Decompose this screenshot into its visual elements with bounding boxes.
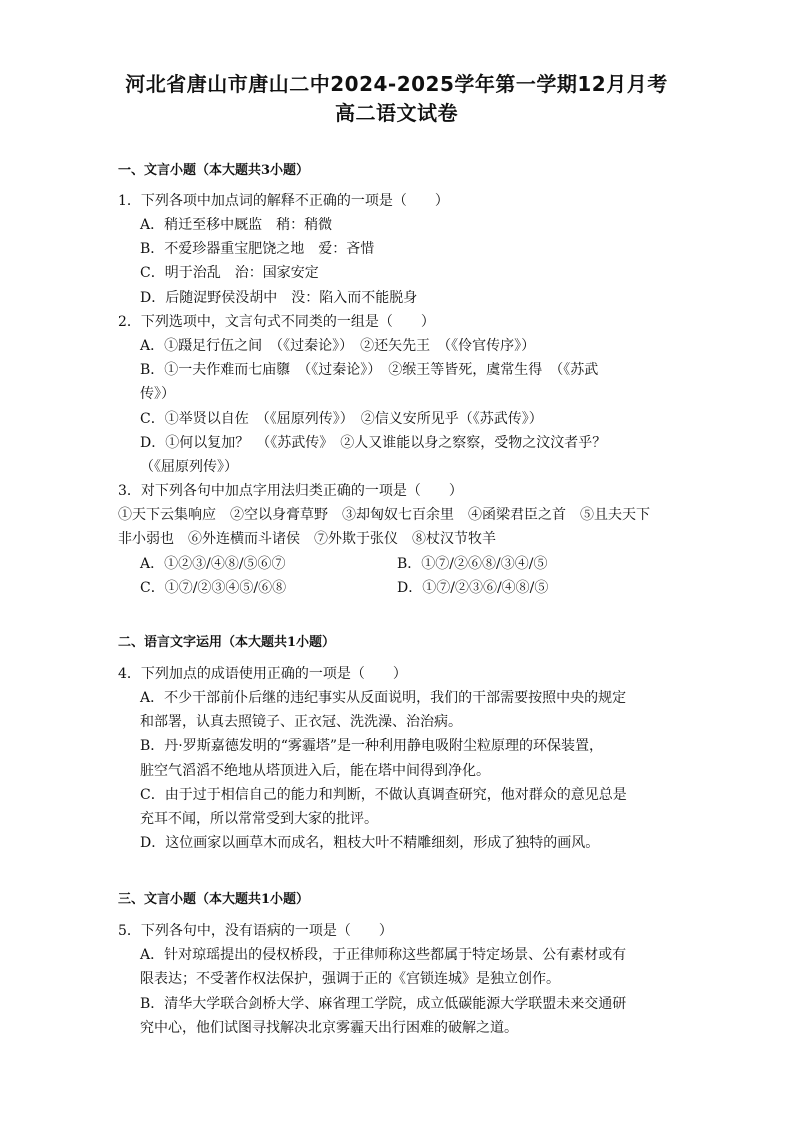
section-heading-3: 三、文言小题（本大题共1小题） <box>118 892 310 907</box>
question-2-option-b-line1: B．①一夫作难而七庙隳 （《过秦论》） ②缑王等皆死，虞常生得 （《苏武 <box>140 362 599 378</box>
section-heading-2: 二、语言文字运用（本大题共1小题） <box>118 635 336 650</box>
question-5-stem: 5．下列各句中，没有语病的一项是（ ） <box>118 923 393 939</box>
question-3-items-line2: 非小弱也 ⑥外连横而斗诸侯 ⑦外欺于张仪 ⑧杖汉节牧羊 <box>118 531 496 547</box>
question-3-option-a: A．①②③/④⑧/⑤⑥⑦ <box>140 556 286 572</box>
question-2-option-d-line1: D．①何以复加？ （《苏武传》 ②人又谁能以身之察察，受物之汶汶者乎？ <box>140 435 607 451</box>
section-heading-1: 一、文言小题（本大题共3小题） <box>118 163 310 178</box>
question-1-option-c: C．明于治乱 治：国家安定 <box>140 265 319 281</box>
question-3-option-d: D．①⑦/②③⑥/④⑧/⑤ <box>397 580 549 596</box>
question-2-option-d-line2: （《屈原列传》） <box>140 459 238 475</box>
question-1-option-a: A．稍迁至移中厩监 稍：稍微 <box>140 217 333 233</box>
question-2-option-b-line2: 传》） <box>140 386 175 402</box>
question-3-option-b: B．①⑦/②⑥⑧/③④/⑤ <box>397 556 548 572</box>
question-1-stem: 1．下列各项中加点词的解释不正确的一项是（ ） <box>118 193 449 209</box>
question-4-option-b-line2: 脏空气滔滔不绝地从塔顶进入后，能在塔中间得到净化。 <box>140 763 490 779</box>
question-2-stem: 2．下列选项中，文言句式不同类的一组是（ ） <box>118 314 435 330</box>
question-1-option-b: B．不爱珍器重宝肥饶之地 爱：吝惜 <box>140 241 375 257</box>
question-1-option-d: D．后随浞野侯没胡中 没：陷入而不能脱身 <box>140 290 418 306</box>
question-4-option-c-line2: 充耳不闻，所以常常受到大家的批评。 <box>140 811 378 827</box>
question-4-stem: 4．下列加点的成语使用正确的一项是（ ） <box>118 666 407 682</box>
question-5-option-b-line1: B．清华大学联合剑桥大学、麻省理工学院，成立低碳能源大学联盟未来交通研 <box>140 996 627 1012</box>
question-2-option-a: A．①蹑足行伍之间 （《过秦论》） ②还矢先王 （《伶官传序》） <box>140 338 536 354</box>
question-4-option-a-line2: 和部署，认真去照镜子、正衣冠、洗洗澡、治治病。 <box>140 714 462 730</box>
question-4-option-c-line1: C．由于过于相信自己的能力和判断，不做认真调查研究，他对群众的意见总是 <box>140 787 627 803</box>
question-3-stem: 3．对下列各句中加点字用法归类正确的一项是（ ） <box>118 483 463 499</box>
question-4-option-b-line1: B．丹·罗斯嘉德发明的“雾霾塔”是一种利用静电吸附尘粒原理的环保装置， <box>140 738 604 754</box>
question-3-items-line1: ①天下云集响应 ②空以身膏草野 ③却匈奴七百余里 ④函梁君臣之首 ⑤且夫天下 <box>118 507 650 523</box>
question-5-option-a-line2: 限表达；不受著作权法保护，强调于正的《宫锁连城》是独立创作。 <box>140 971 560 987</box>
question-3-option-c: C．①⑦/②③④⑤/⑥⑧ <box>140 580 287 596</box>
question-4-option-a-line1: A．不少干部前仆后继的违纪事实从反面说明，我们的干部需要按照中央的规定 <box>140 690 627 706</box>
question-4-option-d: D．这位画家以画草木而成名，粗枝大叶不精雕细刻，形成了独特的画风。 <box>140 835 600 851</box>
question-5-option-a-line1: A．针对琼瑶提出的侵权桥段，于正律师称这些都属于特定场景、公有素材或有 <box>140 947 627 963</box>
exam-title-line1: 河北省唐山市唐山二中2024-2025学年第一学期12月月考 <box>125 72 668 96</box>
question-5-option-b-line2: 究中心，他们试图寻找解决北京雾霾天出行困难的破解之道。 <box>140 1020 518 1036</box>
question-2-option-c: C．①举贤以自佐 （《屈原列传》） ②信义安所见乎（《苏武传》） <box>140 411 543 427</box>
exam-title-line2: 高二语文试卷 <box>335 101 458 125</box>
